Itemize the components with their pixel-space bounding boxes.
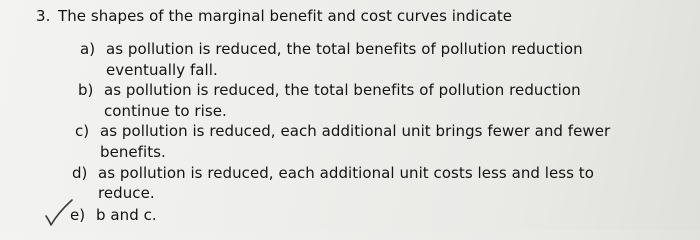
option-c-letter[interactable]: c): [75, 122, 90, 140]
option-c-text-line-1: as pollution is reduced, each additional unit brings fewer and fewer: [100, 122, 611, 140]
checkmark-stroke: [46, 200, 72, 225]
option-d-letter[interactable]: d): [72, 164, 88, 182]
option-d-text-line-1: as pollution is reduced, each additional unit costs less and less to: [98, 164, 594, 182]
option-b-text-line-2: continue to rise.: [104, 102, 227, 120]
question-stem: The shapes of the marginal benefit and cost curves indicate: [58, 7, 513, 25]
option-a-letter[interactable]: a): [80, 40, 96, 58]
option-c-text-line-2: benefits.: [100, 143, 166, 161]
option-e-text-line-1: b and c.: [96, 206, 157, 224]
question-number: 3.: [36, 7, 51, 25]
option-e-letter[interactable]: e): [70, 206, 86, 224]
option-b-text-line-1: as pollution is reduced, the total benefits of pollution reduction: [104, 81, 581, 99]
option-a-text-line-2: eventually fall.: [106, 61, 218, 79]
checkmark-icon: [42, 198, 76, 228]
option-d-text-line-2: reduce.: [98, 184, 155, 202]
option-b-letter[interactable]: b): [78, 81, 94, 99]
option-a-text-line-1: as pollution is reduced, the total benefits of pollution reduction: [106, 40, 583, 58]
